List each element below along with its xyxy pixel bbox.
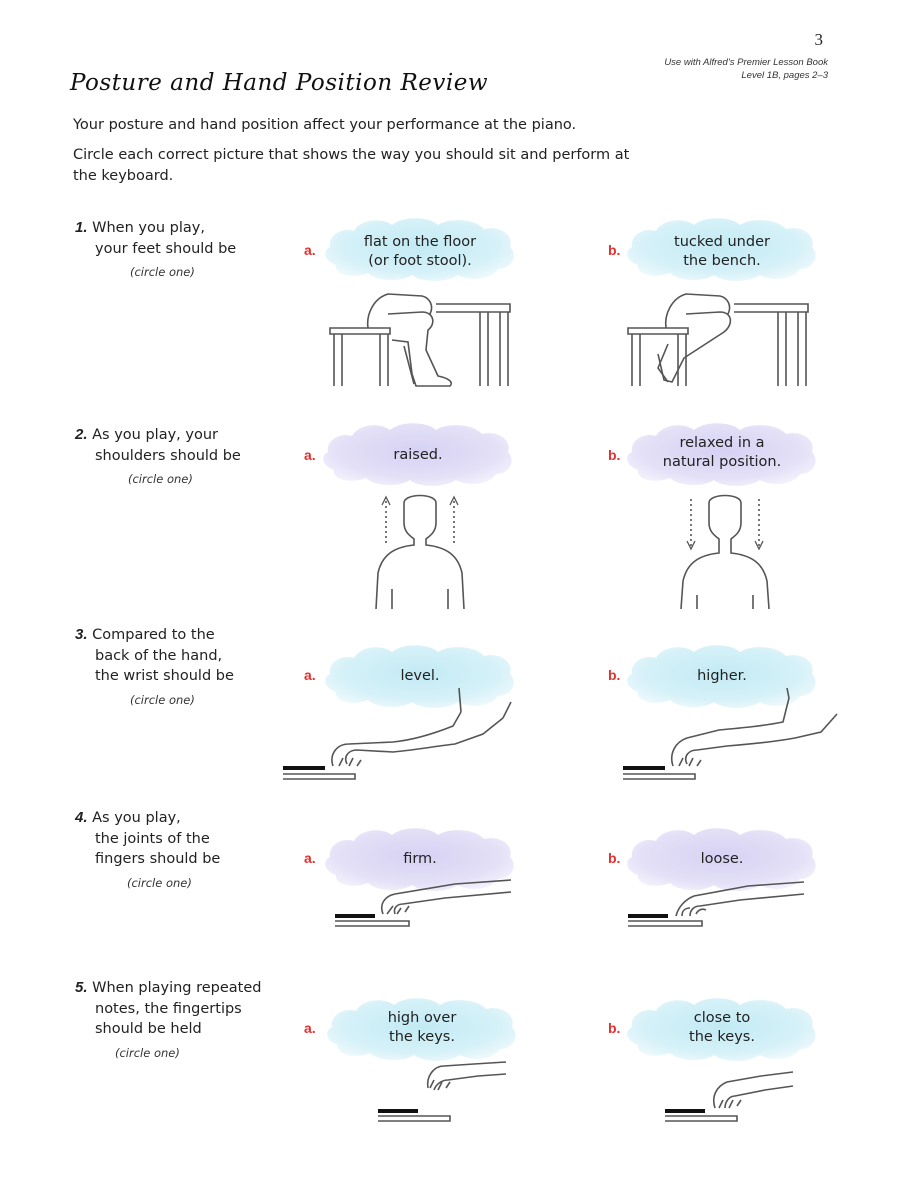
q5-option-b-line-1: close to bbox=[693, 1010, 751, 1026]
q2-option-a-cloud[interactable] bbox=[318, 420, 518, 490]
page-number: 3 bbox=[814, 30, 823, 49]
question-2-number: 2. bbox=[75, 426, 88, 443]
q1-option-a-letter[interactable]: a. bbox=[304, 242, 316, 258]
question-4-circle-one: (circle one) bbox=[127, 875, 192, 890]
question-3-line-2: back of the hand, bbox=[95, 647, 223, 664]
question-5-line-2: notes, the fingertips bbox=[95, 1000, 242, 1017]
q2-option-b-letter[interactable]: b. bbox=[608, 447, 621, 463]
question-5-circle-one: (circle one) bbox=[115, 1045, 180, 1060]
question-1-number: 1. bbox=[75, 219, 88, 236]
q3-option-a-letter[interactable]: a. bbox=[304, 667, 316, 683]
question-4-line-1: As you play, bbox=[92, 810, 181, 826]
fingertips-high-illustration[interactable] bbox=[378, 1058, 508, 1127]
lesson-reference bbox=[664, 56, 828, 82]
question-1-line-2: your feet should be bbox=[95, 240, 237, 257]
q5-option-a-cloud[interactable] bbox=[322, 995, 522, 1065]
question-5 bbox=[75, 978, 285, 1063]
q2-option-a-line-1: raised. bbox=[393, 447, 443, 463]
question-4-line-2: the joints of the bbox=[95, 830, 210, 847]
fingers-firm-illustration[interactable] bbox=[335, 878, 515, 932]
q2-option-b-line-2: natural position. bbox=[662, 454, 782, 470]
q4-option-b-letter[interactable]: b. bbox=[608, 850, 621, 866]
reference-line-1: Use with Alfred’s Premier Lesson Book bbox=[664, 57, 828, 68]
question-2 bbox=[75, 425, 285, 490]
question-3-number: 3. bbox=[75, 626, 88, 643]
question-2-circle-one: (circle one) bbox=[128, 472, 193, 486]
reference-line-2: Level 1B, pages 2–3 bbox=[741, 70, 828, 81]
q5-option-a-letter[interactable]: a. bbox=[304, 1020, 316, 1036]
q5-option-b-line-2: the keys. bbox=[689, 1029, 755, 1045]
question-1-circle-one: (circle one) bbox=[130, 265, 195, 279]
q4-option-a-line-1: firm. bbox=[403, 851, 437, 867]
q4-option-b-line-1: loose. bbox=[700, 851, 744, 867]
fingertips-close-illustration[interactable] bbox=[665, 1058, 795, 1127]
shoulders-relaxed-illustration[interactable] bbox=[675, 493, 775, 615]
question-1-line-1: When you play, bbox=[92, 220, 205, 236]
question-4 bbox=[75, 808, 285, 893]
question-3 bbox=[75, 625, 285, 710]
wrist-higher-illustration[interactable] bbox=[623, 688, 853, 784]
feet-tucked-illustration[interactable] bbox=[628, 290, 808, 394]
q5-option-b-cloud[interactable] bbox=[622, 995, 822, 1065]
q1-option-b-letter[interactable]: b. bbox=[608, 242, 621, 258]
question-1 bbox=[75, 218, 285, 283]
q3-option-b-line-1: higher. bbox=[697, 668, 747, 684]
intro-line-1: Your posture and hand position affect your performance at the piano. bbox=[73, 117, 577, 133]
q1-option-b-line-2: the bench. bbox=[683, 253, 761, 269]
q1-option-b-line-1: tucked under bbox=[674, 234, 770, 250]
question-5-line-1: When playing repeated bbox=[92, 980, 262, 996]
q2-option-b-cloud[interactable] bbox=[622, 420, 822, 490]
shoulders-raised-illustration[interactable] bbox=[370, 493, 470, 615]
q3-option-a-line-1: level. bbox=[400, 668, 440, 684]
question-4-number: 4. bbox=[75, 809, 88, 826]
q1-option-a-line-1: flat on the floor bbox=[363, 234, 477, 250]
question-4-line-3: fingers should be bbox=[95, 851, 221, 867]
page-title: Posture and Hand Position Review bbox=[70, 70, 489, 96]
q1-option-a-line-2: (or foot stool). bbox=[368, 253, 472, 269]
q3-option-b-letter[interactable]: b. bbox=[608, 667, 621, 683]
q1-option-a-cloud[interactable] bbox=[320, 215, 520, 285]
q5-option-a-line-1: high over bbox=[387, 1010, 457, 1026]
question-3-circle-one: (circle one) bbox=[130, 692, 195, 707]
q1-option-b-cloud[interactable] bbox=[622, 215, 822, 285]
fingers-loose-illustration[interactable] bbox=[628, 878, 808, 932]
q2-option-a-letter[interactable]: a. bbox=[304, 447, 316, 463]
question-3-line-1: Compared to the bbox=[92, 627, 215, 643]
question-2-line-2: shoulders should be bbox=[95, 447, 241, 464]
q5-option-b-letter[interactable]: b. bbox=[608, 1020, 621, 1036]
question-5-line-3: should be held bbox=[95, 1021, 202, 1037]
wrist-level-illustration[interactable] bbox=[283, 688, 513, 784]
q5-option-a-line-2: the keys. bbox=[389, 1029, 455, 1045]
q2-option-b-line-1: relaxed in a bbox=[679, 435, 765, 451]
question-3-line-3: the wrist should be bbox=[95, 668, 234, 684]
question-2-line-1: As you play, your bbox=[92, 427, 218, 443]
question-5-number: 5. bbox=[75, 979, 88, 996]
feet-flat-illustration[interactable] bbox=[330, 290, 510, 394]
intro-line-2: Circle each correct picture that shows the way you should sit and perform at the keyboard. bbox=[73, 147, 630, 184]
q4-option-a-letter[interactable]: a. bbox=[304, 850, 316, 866]
